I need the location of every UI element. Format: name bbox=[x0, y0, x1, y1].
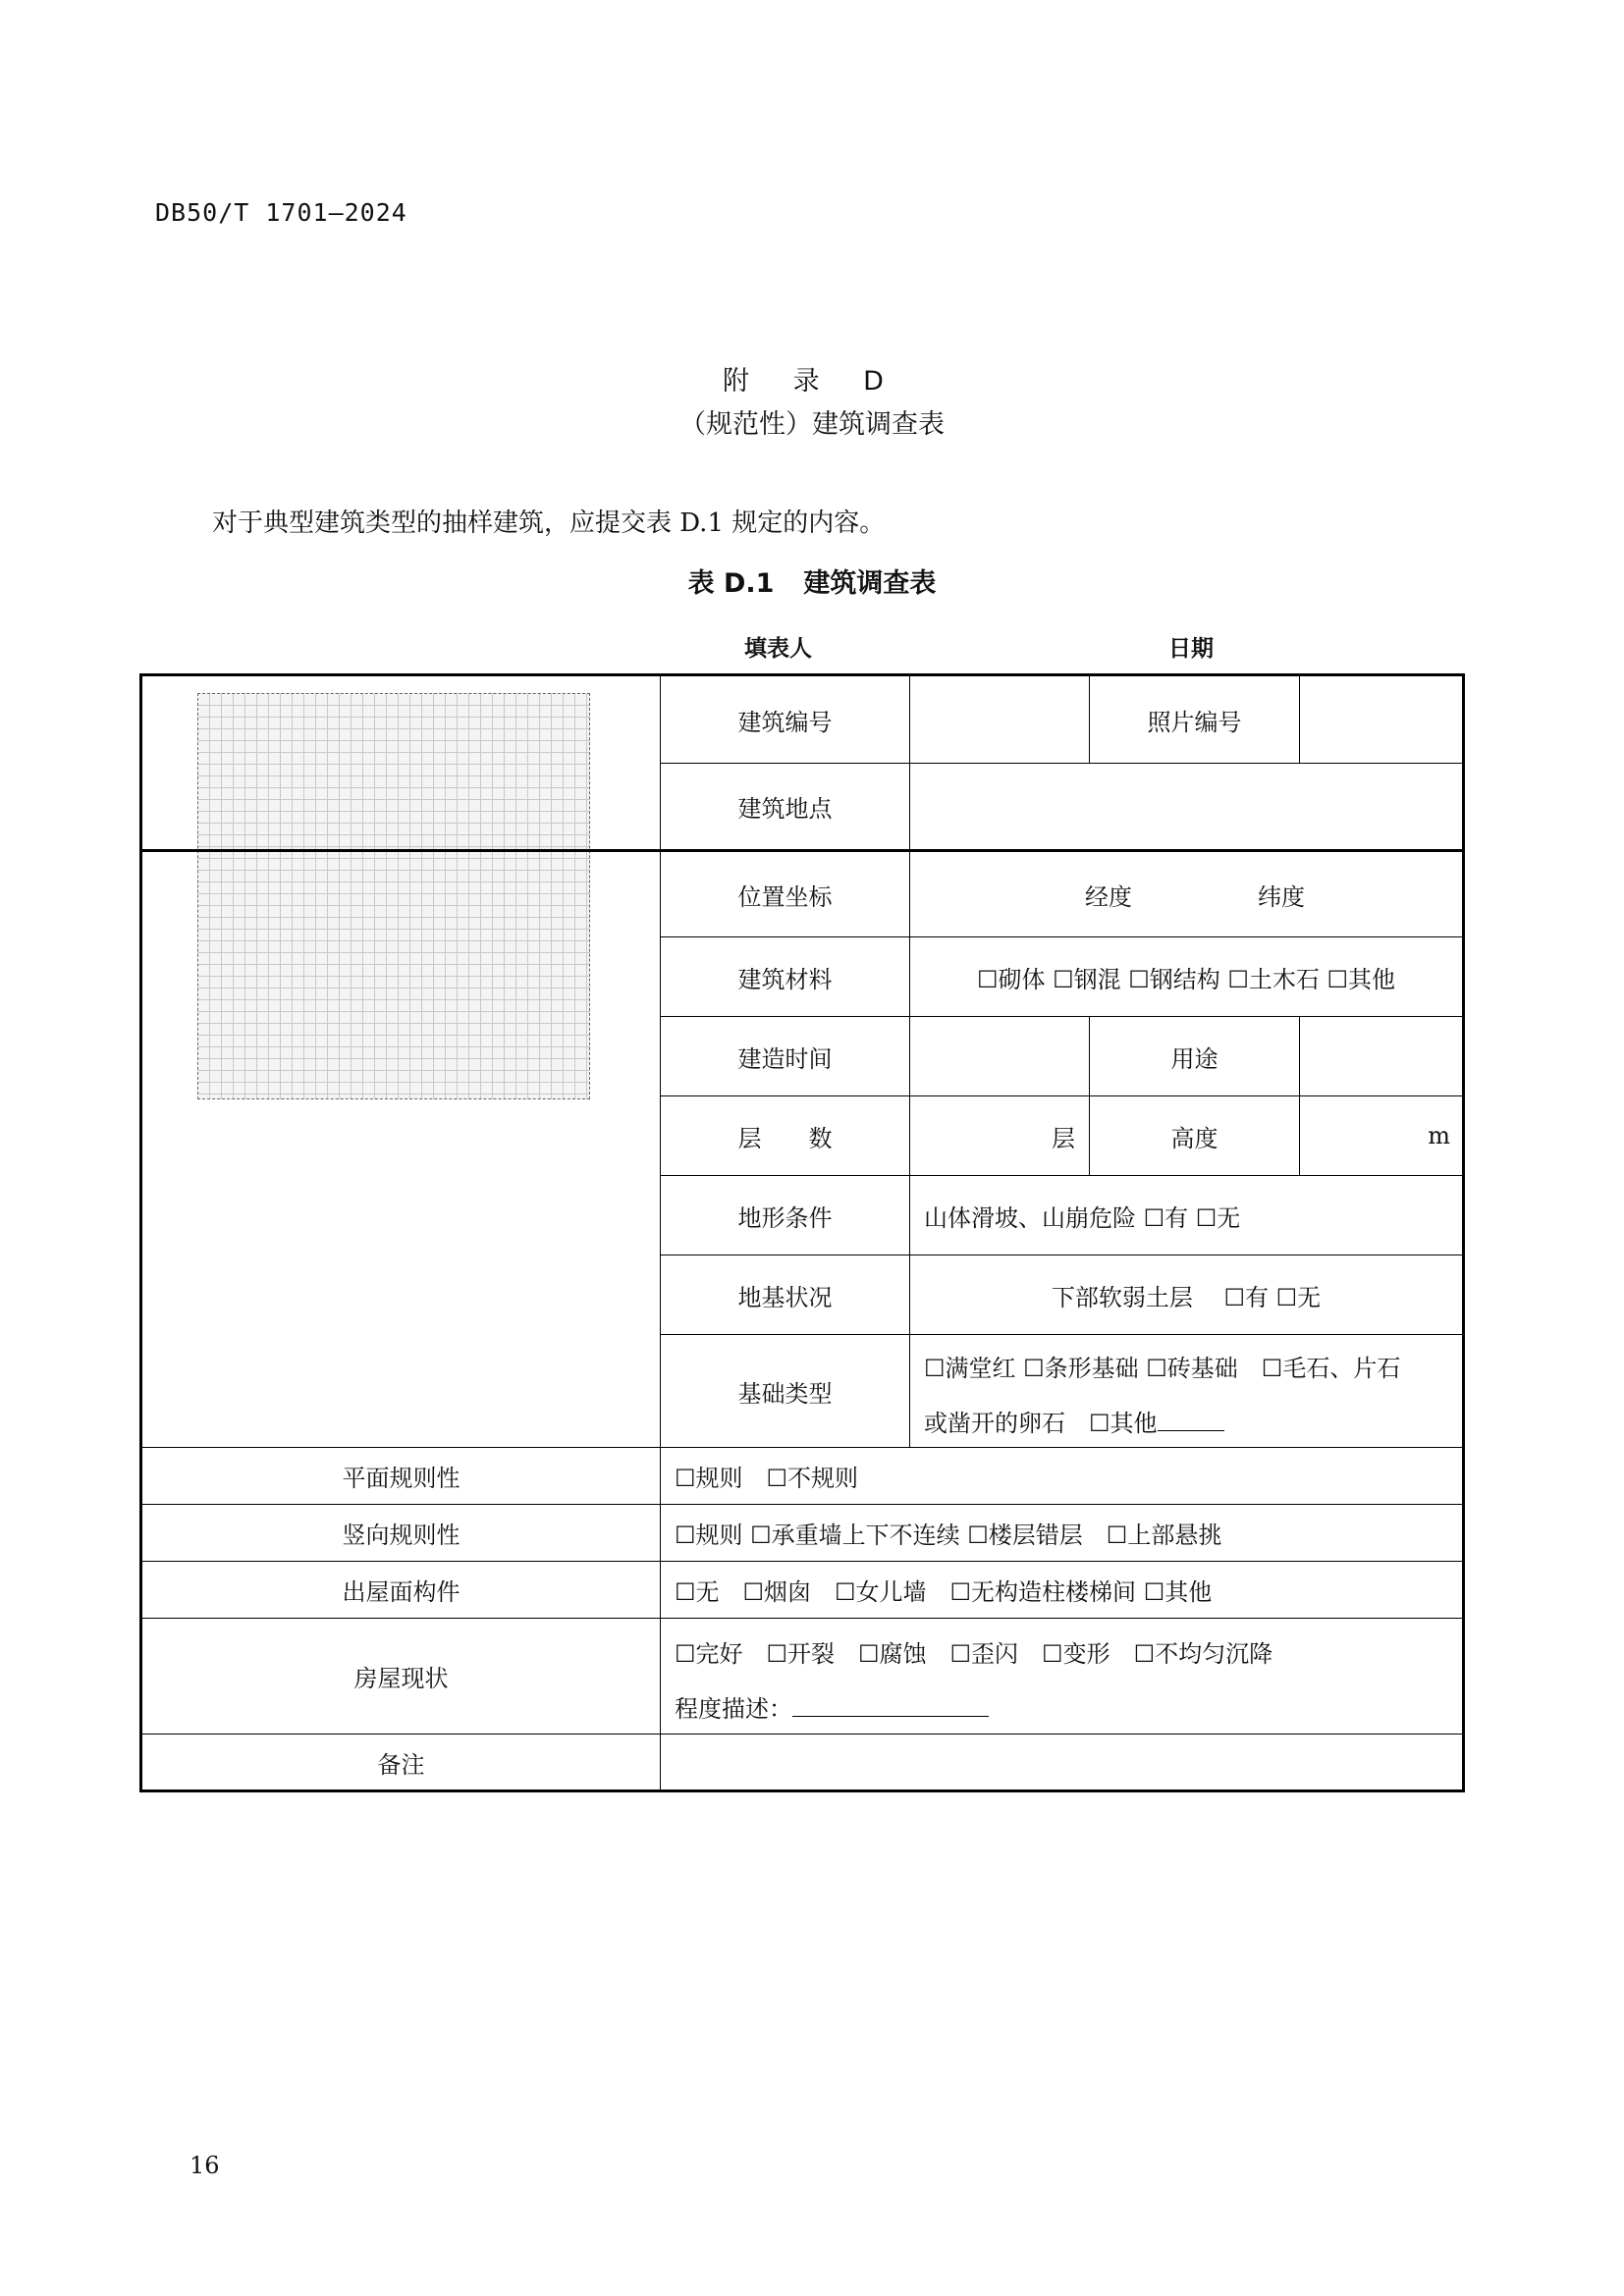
terrain-value[interactable]: 山体滑坡、山崩危险 ☐有 ☐无 bbox=[924, 1203, 1241, 1232]
input-address[interactable] bbox=[910, 764, 1462, 849]
condition-value[interactable] bbox=[661, 1619, 1462, 1734]
plan-regularity-value[interactable]: ☐规则 ☐不规则 bbox=[675, 1465, 859, 1492]
foundation-soil-value[interactable]: 下部软弱土层 ☐有 ☐无 bbox=[1051, 1283, 1322, 1311]
table-caption-number: 表 D.1 bbox=[687, 568, 775, 599]
other-blank[interactable] bbox=[1158, 1409, 1224, 1431]
label-height: 高度 bbox=[1170, 1124, 1218, 1152]
roof-members-value[interactable]: ☐无 ☐烟囱 ☐女儿墙 ☐无构造柱楼梯间 ☐其他 bbox=[675, 1578, 1213, 1606]
label-build-time: 建造时间 bbox=[737, 1044, 833, 1073]
coords-values[interactable] bbox=[910, 852, 1462, 936]
floor-unit[interactable]: 层 bbox=[1052, 1124, 1075, 1152]
survey-table bbox=[139, 673, 1465, 1792]
foundation-type-line2-wrap bbox=[924, 1404, 1224, 1438]
material-options[interactable]: ☐砌体 ☐钢混 ☐钢结构 ☐土木石 ☐其他 bbox=[976, 965, 1396, 993]
label-usage: 用途 bbox=[1170, 1044, 1218, 1073]
label-terrain: 地形条件 bbox=[737, 1203, 833, 1232]
table-caption-title: 建筑调查表 bbox=[803, 568, 937, 599]
label-floors: 层 数 bbox=[737, 1124, 833, 1152]
latitude-label: 纬度 bbox=[1258, 882, 1305, 911]
label-material: 建筑材料 bbox=[737, 965, 833, 993]
foundation-type-value[interactable] bbox=[910, 1335, 1462, 1447]
label-plan-regularity: 平面规则性 bbox=[342, 1465, 460, 1492]
label-address: 建筑地点 bbox=[737, 795, 833, 823]
intro-paragraph: 对于典型建筑类型的抽样建筑，应提交表 D.1 规定的内容。 bbox=[212, 508, 886, 538]
condition-line2: 程度描述： bbox=[675, 1695, 792, 1723]
label-coords: 位置坐标 bbox=[737, 882, 833, 911]
appendix-subtitle: （规范性）建筑调查表 bbox=[679, 409, 945, 440]
vertical-regularity-value[interactable]: ☐规则 ☐承重墙上下不连续 ☐楼层错层 ☐上部悬挑 bbox=[675, 1522, 1222, 1549]
label-building-no: 建筑编号 bbox=[737, 708, 833, 736]
degree-description-blank[interactable] bbox=[792, 1694, 989, 1717]
condition-line2-wrap bbox=[675, 1689, 989, 1724]
label-remarks: 备注 bbox=[377, 1750, 425, 1779]
foundation-type-line2: 或凿开的卵石 ☐其他 bbox=[924, 1410, 1158, 1437]
label-foundation-soil: 地基状况 bbox=[737, 1283, 833, 1311]
document-code: DB50/T 1701—2024 bbox=[155, 198, 407, 227]
page-number: 16 bbox=[189, 2152, 220, 2179]
foundation-type-line1: ☐满堂红 ☐条形基础 ☐砖基础 ☐毛石、片石 bbox=[924, 1355, 1401, 1382]
input-remarks[interactable] bbox=[661, 1735, 1462, 1789]
height-unit[interactable]: m bbox=[1428, 1122, 1450, 1149]
longitude-label: 经度 bbox=[1085, 882, 1132, 911]
table-caption bbox=[0, 561, 1624, 600]
input-photo-no[interactable] bbox=[1300, 676, 1462, 763]
label-roof-members: 出屋面构件 bbox=[342, 1578, 460, 1606]
label-condition: 房屋现状 bbox=[353, 1665, 449, 1692]
input-usage[interactable] bbox=[1300, 1017, 1462, 1095]
condition-line1: ☐完好 ☐开裂 ☐腐蚀 ☐歪闪 ☐变形 ☐不均匀沉降 bbox=[675, 1640, 1273, 1668]
photo-placeholder bbox=[197, 693, 590, 1099]
input-building-no[interactable] bbox=[910, 676, 1089, 763]
appendix-title: 附 录 D bbox=[723, 366, 901, 397]
label-vertical-regularity: 竖向规则性 bbox=[342, 1522, 460, 1549]
filler-label: 填表人 bbox=[744, 636, 812, 662]
label-photo-no: 照片编号 bbox=[1147, 708, 1242, 736]
label-foundation-type: 基础类型 bbox=[737, 1379, 833, 1408]
input-build-time[interactable] bbox=[910, 1017, 1089, 1095]
date-label: 日期 bbox=[1168, 636, 1214, 662]
